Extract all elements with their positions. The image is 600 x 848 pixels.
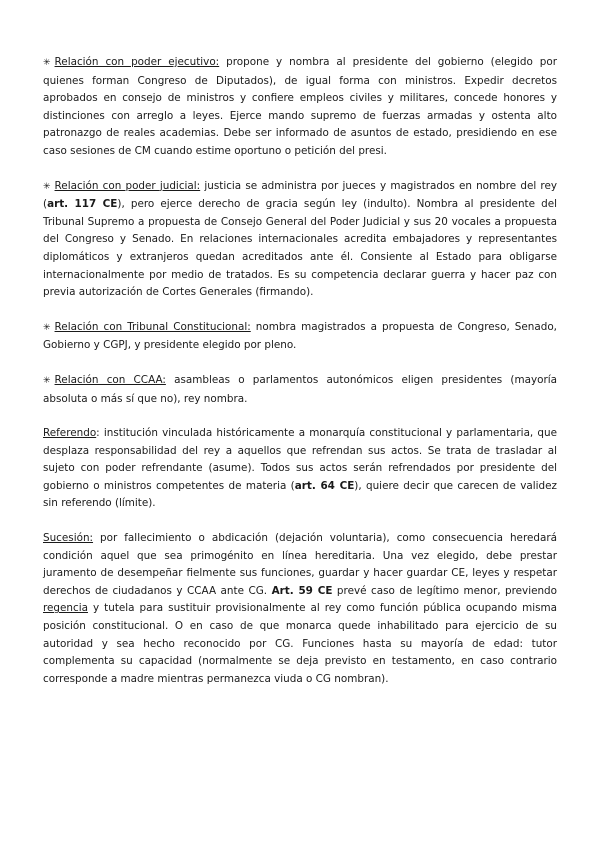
- section-poder-judicial: [43, 178, 557, 302]
- asterisk-bullet-icon: ✳: [43, 322, 51, 333]
- section-tribunal-constitucional: [43, 319, 557, 355]
- asterisk-bullet-icon: ✳: [43, 375, 51, 386]
- asterisk-bullet-icon: ✳: [43, 58, 51, 68]
- heading-label: Relación con poder ejecutivo:: [54, 56, 220, 68]
- section-ccaa: [43, 372, 557, 408]
- article-reference: Art. 59 CE: [271, 584, 333, 597]
- section-poder-ejecutivo: [43, 54, 557, 161]
- section-referendo: [43, 425, 557, 513]
- document-page: [43, 54, 557, 705]
- section-text: por fallecimiento o abdicación (dejación voluntaria), como consecuencia heredará condición aquel que sea primogénito en línea hereditaria. Una vez elegido, debe prestar juramento de desempeñar fielmente sus funciones, guardar y hacer guardar CE, leyes y respetar derechos de ciudadanos y CCAA ante CG.: [43, 532, 557, 597]
- section-text: nombra magistrados a propuesta de Congreso, Senado, Gobierno y CGPJ, y presidente elegido por pleno.: [43, 320, 557, 352]
- section-text: ), quiere decir que carecen de validez sin referendo (límite).: [43, 479, 558, 510]
- asterisk-bullet-icon: ✳: [43, 181, 51, 192]
- section-heading: [43, 56, 219, 68]
- section-text: ), pero ejerce derecho de gracia según ley (indulto). Nombra al presidente del Tribunal Supremo a propuesta de Consejo General del Poder Judicial y sus 20 vocales a propuesta del Congreso y Senado. En relaciones internacionales acredita embajadores y representantes diplomáticos y extranjeros quedan acreditados ante él. Consiente al Estado para obligarse internacionalmente por medio de tratados. Es su competencia declarar guerra y hacer paz con previa autorización de Cortes Generales (firmando).: [43, 198, 557, 299]
- section-heading: Sucesión:: [43, 532, 94, 545]
- section-text: prevé caso de legítimo menor, previendo: [332, 584, 558, 597]
- section-text: y tutela para sustituir provisionalmente al rey como función pública ocupando misma posición constitucional. O en caso de que monarca quede inhabilitado para ejercicio de su autoridad y sea hecho reconocido por CG. Funciones hasta su mayoría de edad: tutor complementa su capacidad (normalmente se deja previsto en testamento, en caso contrario corresponde a madre mientras permanezca viuda o CG nombran).: [43, 602, 557, 685]
- section-sucesion: [43, 530, 557, 688]
- heading-label: Relación con CCAA:: [54, 373, 166, 386]
- section-heading: [43, 321, 251, 333]
- section-text: propone y nombra al presidente del gobierno (elegido por quienes forman Congreso de Diputados), de igual forma con ministros. Expedir decretos aprobados en consejo de ministros y confiere empleos civiles y militares, concede honores y distinciones con arreglo a leyes. Ejerce mando supremo de fuerzas armadas y ostenta alto patronazgo de reales academias. Debe ser informado de asuntos de estado, presidiendo en ese caso sesiones de CM cuando estime oportuno o petición del presi.: [43, 56, 557, 157]
- heading-label: Relación con poder judicial:: [54, 179, 201, 192]
- article-reference: art. 64 CE: [294, 479, 355, 492]
- section-heading: [43, 180, 200, 192]
- section-text: : institución vinculada históricamente a monarquía constitucional y parlamentaria, que desplaza responsabilidad del rey a aquellos que refrendan sus actos. Se trata de trasladar al sujeto con poder refrendante (asume). Todos sus actos serán refrendados por presidente del gobierno o ministros competentes de materia (: [43, 427, 557, 492]
- section-heading: Referendo: [43, 427, 97, 440]
- section-heading: [43, 374, 166, 386]
- heading-label: Relación con Tribunal Constitucional:: [54, 320, 251, 333]
- section-text: justicia se administra por jueces y magistrados en nombre del rey (: [43, 179, 557, 211]
- regencia-term: regencia: [43, 602, 88, 615]
- article-reference: art. 117 CE: [47, 198, 118, 211]
- section-text: asambleas o parlamentos autonómicos eligen presidentes (mayoría absoluta o más sí que no), rey nombra.: [43, 373, 557, 405]
